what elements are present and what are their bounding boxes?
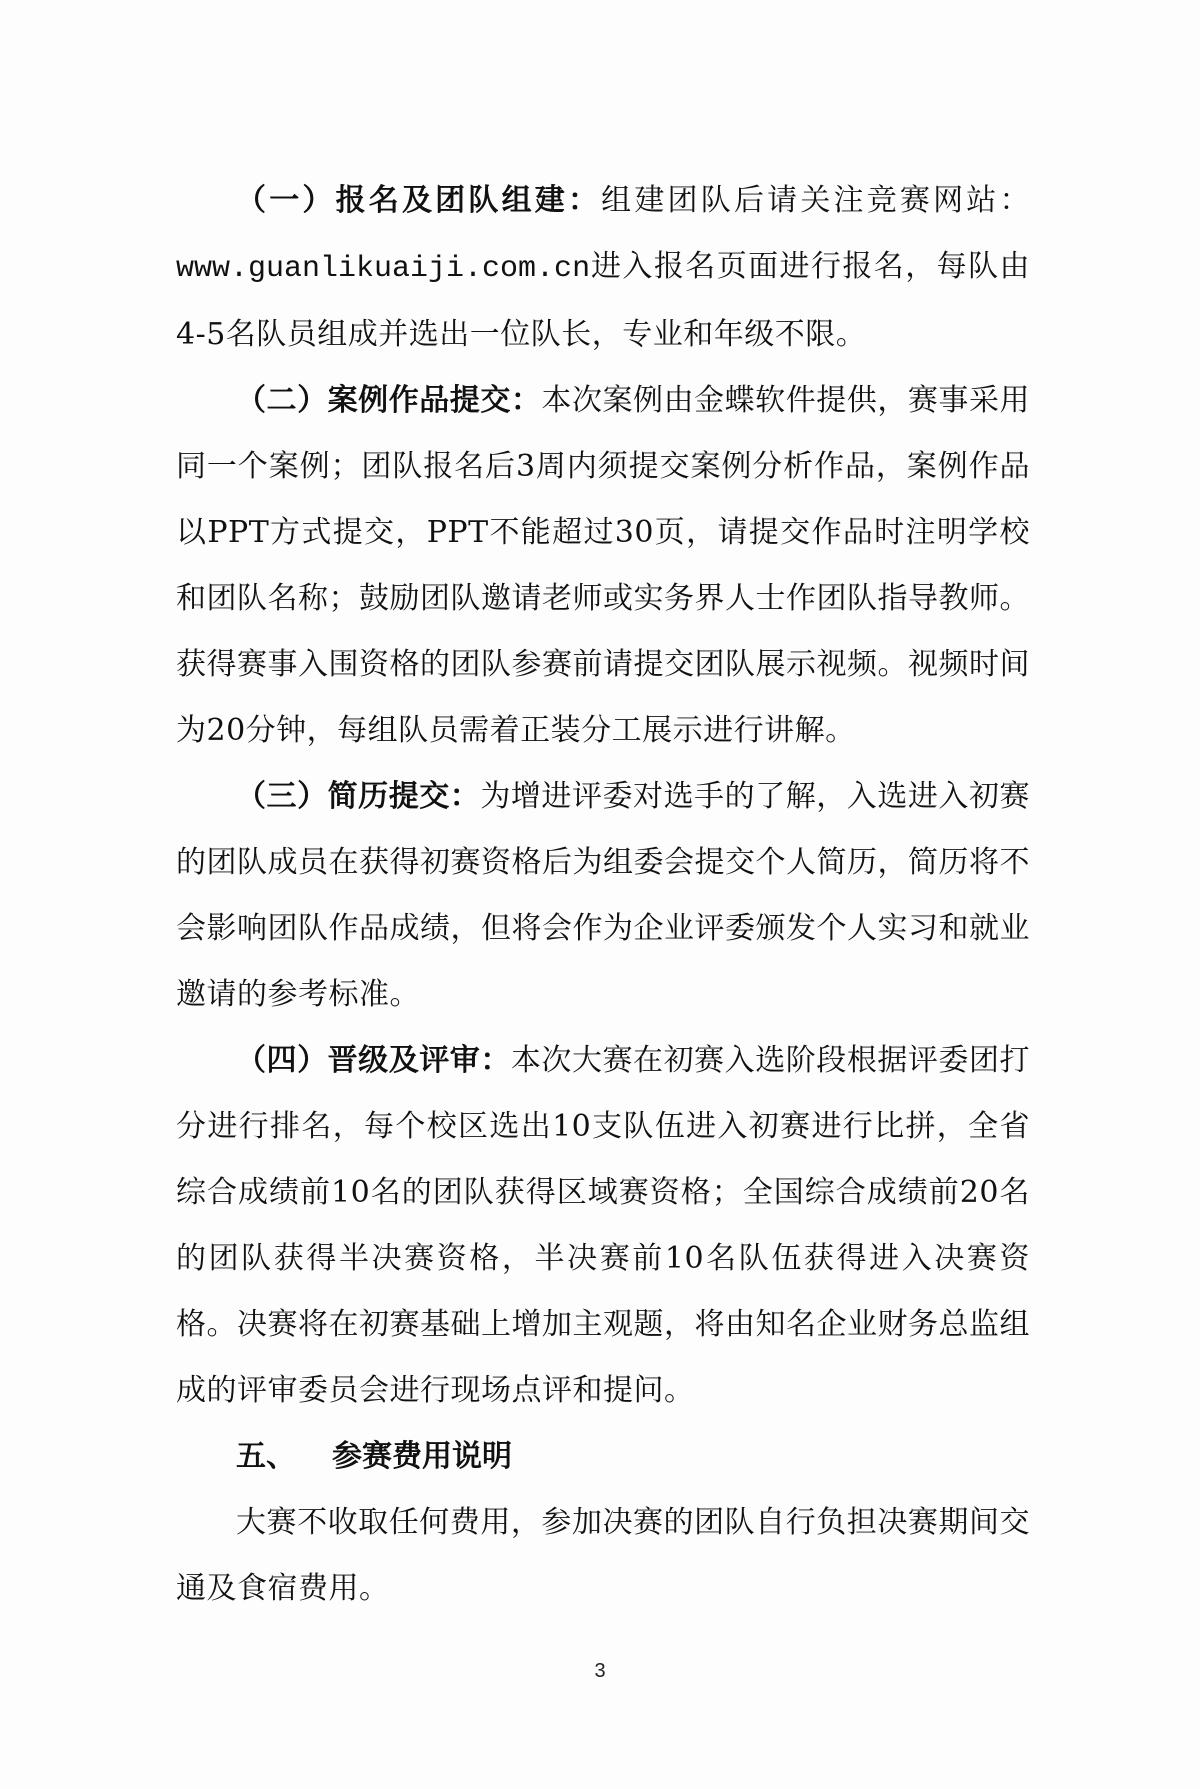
section-text: 为增进评委对选手的了解，入选进入初赛的团队成员在获得初赛资格后为组委会提交个人简历，简历将不会影响团队作品成绩，但将会作为企业评委颁发个人实习和就业邀请的参考标准。 (176, 779, 1031, 1012)
section-text: 本次大赛在初赛入选阶段根据评委团打分进行排名，每个校区选出10支队伍进入初赛进行比拼，全省综合成绩前10名的团队获得区域赛资格；全国综合成绩前20名的团队获得半决赛资格，半决赛前10名队伍获得进入决赛资格。决赛将在初赛基础上增加主观题，将由知名企业财务总监组成的评审委员会进行现场点评和提问。 (176, 1043, 1031, 1408)
section-heading: （三）简历提交： (236, 779, 481, 814)
fee-section-title (176, 1424, 1030, 1490)
section-case-submission (176, 368, 1030, 764)
fee-section-title-text: 参赛费用说明 (332, 1439, 512, 1474)
section-promotion-review (176, 1028, 1030, 1424)
section-text: 进入报名页面进行报名，每队由4-5名队员组成并选出一位队长，专业和年级不限。 (176, 249, 1030, 352)
competition-url: www.guanlikuaiji.com.cn (176, 252, 591, 286)
section-heading: （四）晋级及评审： (236, 1043, 511, 1078)
fee-section-number: 五、 (236, 1439, 296, 1474)
section-registration (176, 168, 1030, 368)
document-body (176, 168, 1030, 1622)
section-heading: （二）案例作品提交： (236, 383, 542, 418)
section-text: 组建团队后请关注竞赛网站： (601, 183, 1031, 218)
page-number: 3 (594, 1660, 606, 1682)
section-resume-submission (176, 764, 1030, 1028)
section-heading: （一）报名及团队组建： (236, 183, 602, 218)
fee-section-body: 大赛不收取任何费用，参加决赛的团队自行负担决赛期间交通及食宿费用。 (176, 1505, 1030, 1606)
section-text: 本次案例由金蝶软件提供，赛事采用同一个案例；团队报名后3周内须提交案例分析作品，案例作品以PPT方式提交，PPT不能超过30页，请提交作品时注明学校和团队名称；鼓励团队邀请老师或实务界人士作团队指导教师。获得赛事入围资格的团队参赛前请提交团队展示视频。视频时间为20分钟，每组队员需着正装分工展示进行讲解。 (176, 383, 1031, 748)
